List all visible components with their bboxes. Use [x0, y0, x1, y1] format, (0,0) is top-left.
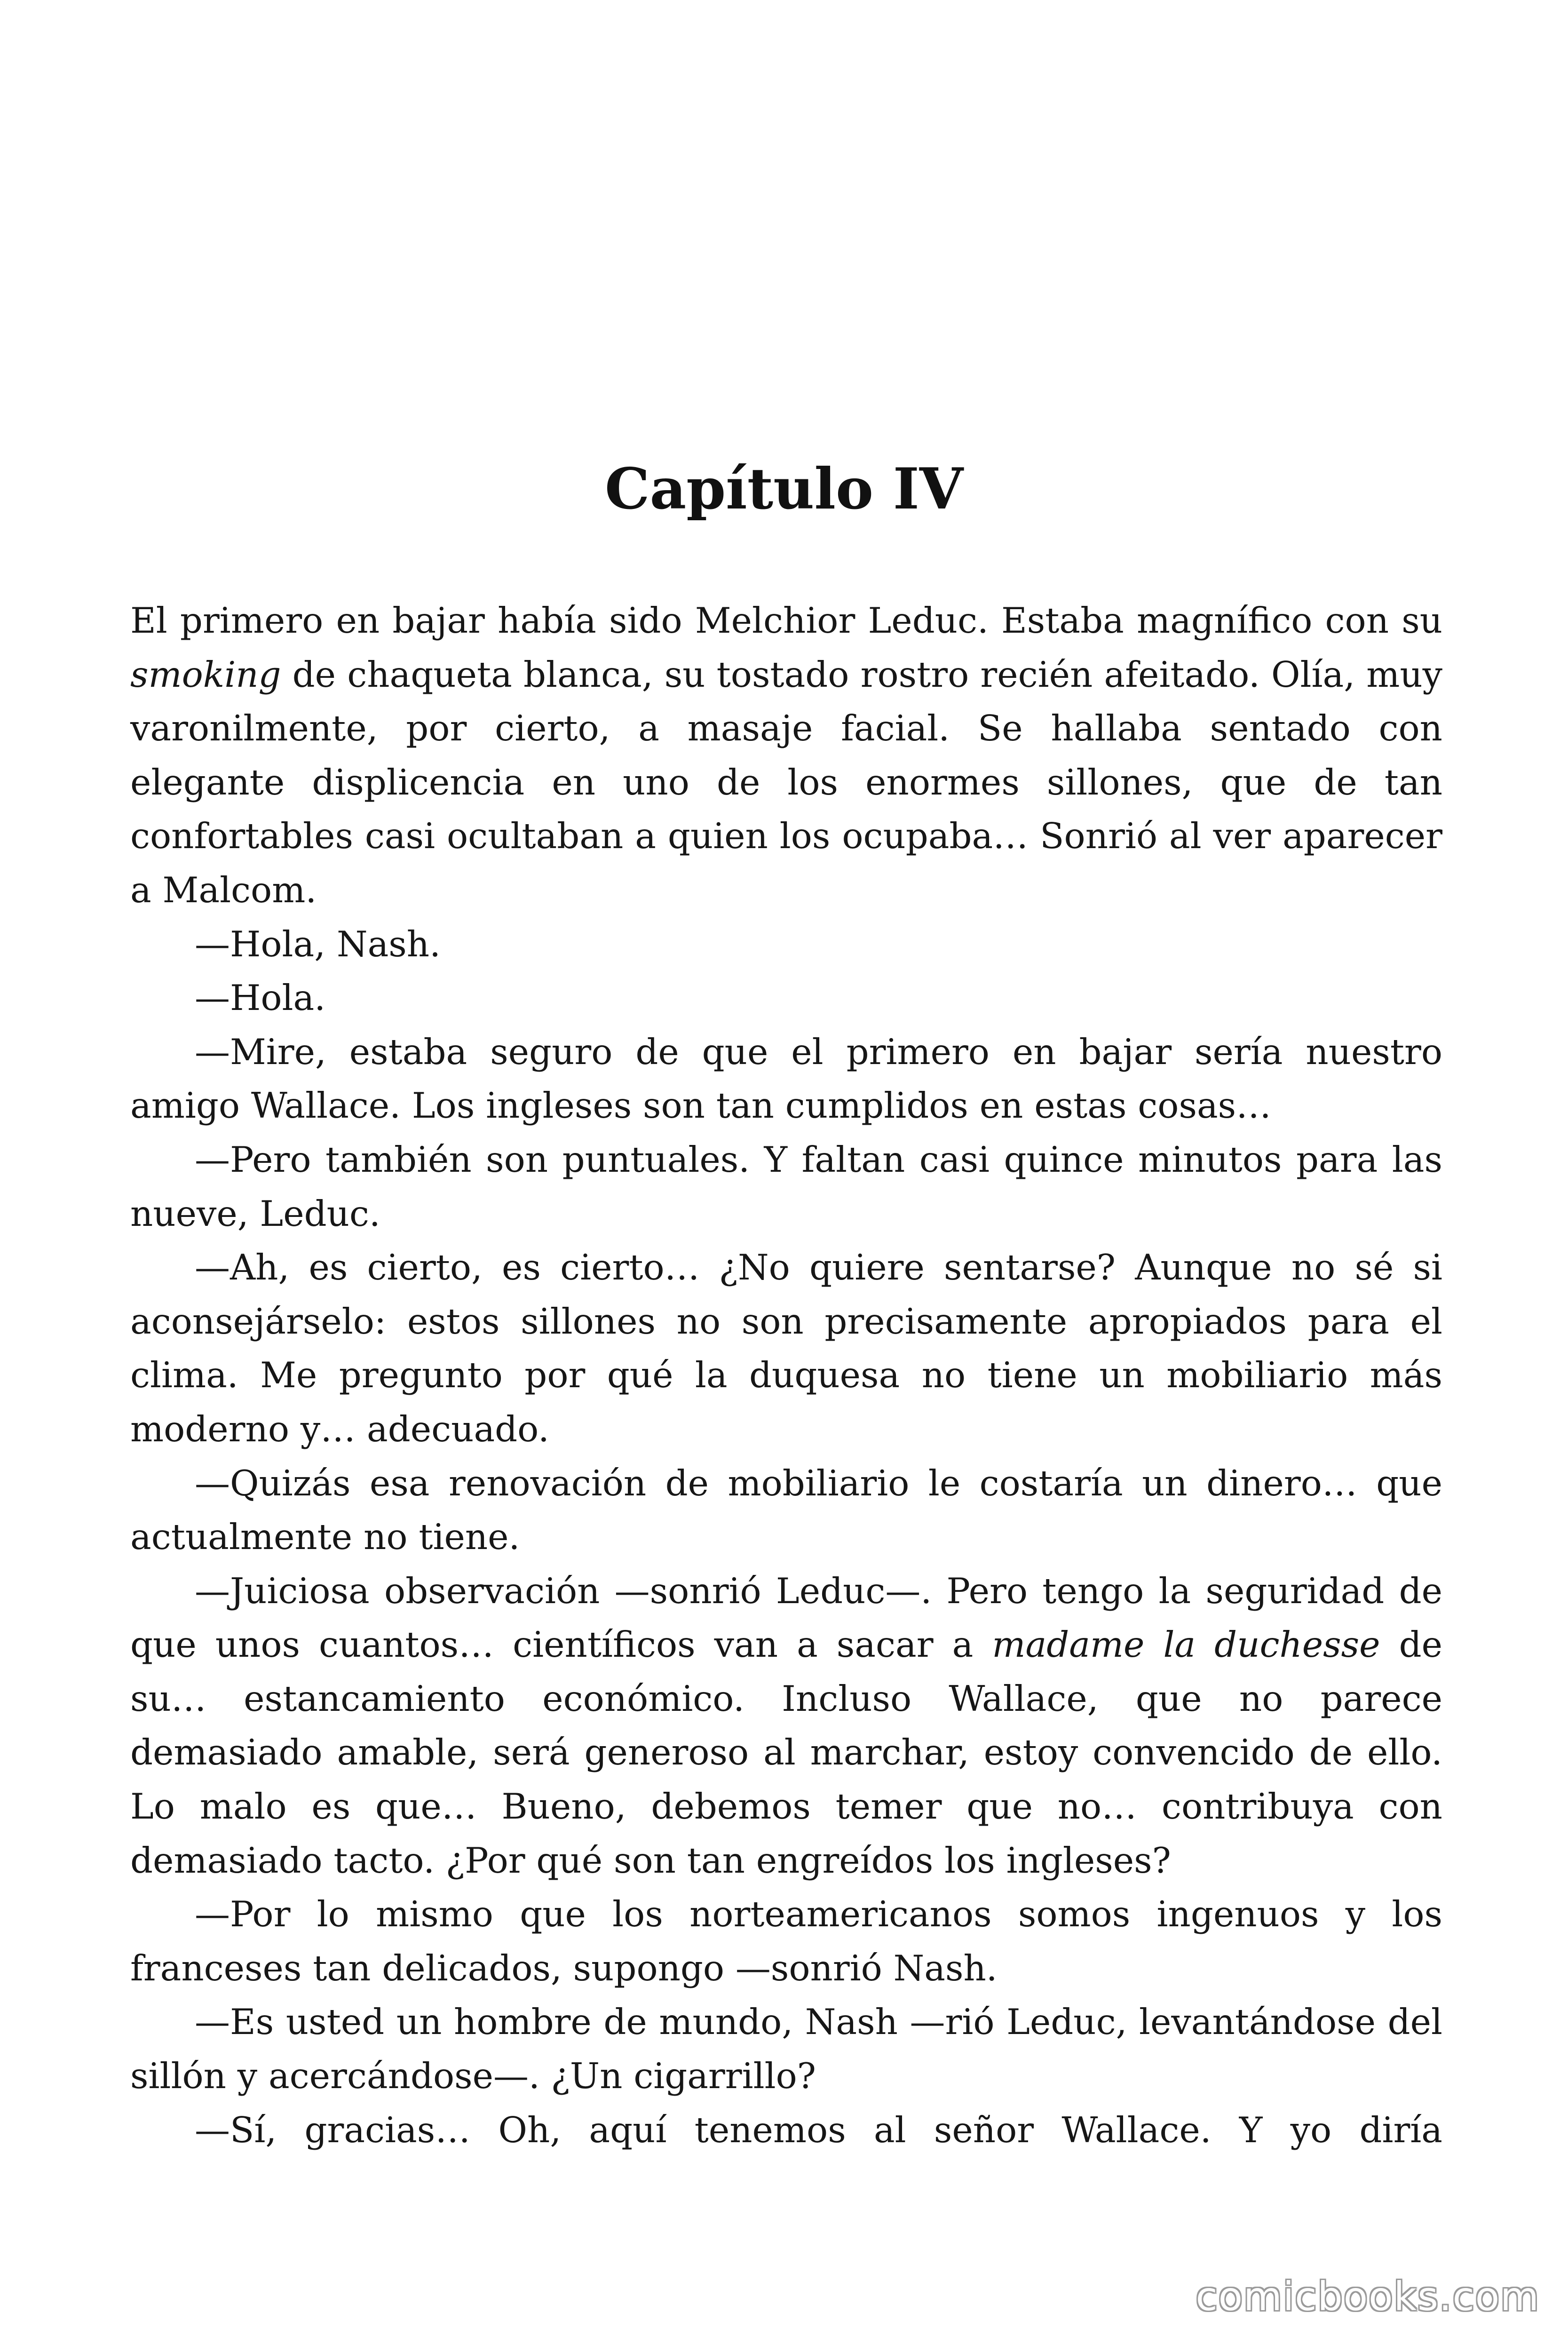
paragraph — [130, 1240, 1442, 1456]
italic-text: madame la duchesse — [992, 1624, 1380, 1666]
chapter-body — [130, 594, 1442, 2157]
text-run: —Quizás esa renovación de mobiliario le costaría un dinero… que actualmente no tiene. — [130, 1462, 1442, 1558]
paragraph — [130, 917, 1442, 971]
text-run: de chaqueta blanca, su tostado rostro recién afeitado. Olía, muy varonilmente, por cierto, a masaje facial. Se hallaba sentado con elegante displicencia en uno de los enormes sillones, que de tan confortables casi ocultaban a quien los ocupaba… Sonrió al ver aparecer a Malcom. — [130, 653, 1442, 911]
watermark-text: comicbooks.com — [1196, 2273, 1540, 2320]
text-run: —Ah, es cierto, es cierto… ¿No quiere sentarse? Aunque no sé si aconsejárselo: estos sillones no son precisamente apropiados para el clima. Me pregunto por qué la duquesa no tiene un mobiliario más moderno y… adecuado. — [130, 1247, 1442, 1450]
text-run: —Sí, gracias… Oh, aquí tenemos al señor Wallace. Y yo diría — [195, 2109, 1442, 2151]
chapter-title: Capítulo IV — [604, 456, 964, 522]
paragraph — [130, 1995, 1442, 2103]
paragraph — [130, 2103, 1442, 2157]
paragraph — [130, 1025, 1442, 1133]
paragraph — [130, 1887, 1442, 1995]
text-run: de su… estancamiento económico. Incluso Wallace, que no parece demasiado amable, será generoso al marchar, estoy convencido de ello. Lo malo es que… Bueno, debemos temer que no… contribuya con demasiado tacto. ¿Por qué son tan engreídos los ingleses? — [130, 1624, 1442, 1881]
paragraph — [130, 971, 1442, 1025]
paragraph — [130, 1564, 1442, 1888]
text-run: El primero en bajar había sido Melchior Leduc. Estaba magnífico con su — [130, 600, 1442, 641]
text-run: —Por lo mismo que los norteamericanos somos ingenuos y los franceses tan delicados, supongo —sonrió Nash. — [130, 1893, 1442, 1989]
paragraph — [130, 1133, 1442, 1240]
text-run: —Hola. — [195, 977, 326, 1019]
text-run: —Pero también son puntuales. Y faltan casi quince minutos para las nueve, Leduc. — [130, 1138, 1442, 1234]
italic-text: smoking — [130, 653, 281, 695]
paragraph — [130, 1456, 1442, 1564]
text-run: —Es usted un hombre de mundo, Nash —rió Leduc, levantándose del sillón y acercándose—. ¿Un cigarrillo? — [130, 2001, 1442, 2097]
paragraph — [130, 594, 1442, 917]
text-run: —Mire, estaba seguro de que el primero en bajar sería nuestro amigo Wallace. Los ingleses son tan cumplidos en estas cosas… — [130, 1031, 1442, 1127]
text-run: —Juiciosa observación —sonrió Leduc—. Pero tengo la seguridad de que unos cuantos… científicos van a sacar a — [130, 1570, 1442, 1666]
text-run: —Hola, Nash. — [195, 923, 441, 965]
